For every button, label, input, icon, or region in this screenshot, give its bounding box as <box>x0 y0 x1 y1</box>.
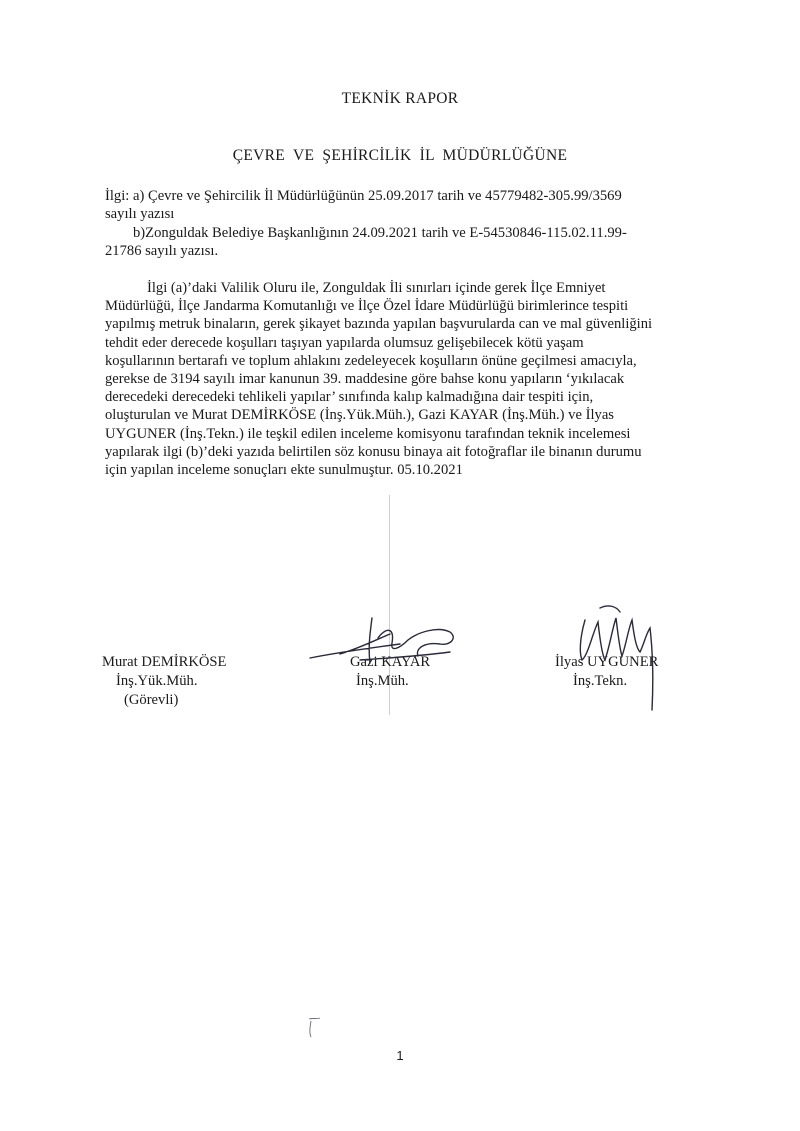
signatory-name: Gazi KAYAR <box>350 654 431 670</box>
ink-mark <box>305 1015 325 1040</box>
signatory-1 <box>102 653 226 710</box>
body-line: Müdürlüğü, İlçe Jandarma Komutanlığı ve İlçe Özel İdare Müdürlüğü birimlerince tespiti <box>105 298 629 315</box>
report-title: TEKNİK RAPOR <box>341 90 459 107</box>
reference-line-a: İlgi: a) Çevre ve Şehircilik İl Müdürlüğünün 25.09.2017 tarih ve 45779482-305.99/3569 <box>105 188 622 204</box>
body-line: oluşturulan ve Murat DEMİRKÖSE (İnş.Yük.Müh.), Gazi KAYAR (İnş.Müh.) ve İlyas <box>105 407 614 424</box>
reference-line-b-cont: 21786 sayılı yazısı. <box>105 243 219 259</box>
body-line: yapılmış metruk binaların, gerek şikayet bazında yapılan başvurularda can ve mal güvenliğini <box>105 316 653 333</box>
signatory-title: İnş.Yük.Müh. <box>116 673 198 689</box>
body-line: için yapılan inceleme sonuçları ekte sunulmuştur. 05.10.2021 <box>105 462 463 479</box>
signature-ilyas-uyguner <box>570 600 670 715</box>
body-line: yapılarak ilgi (b)’deki yazıda belirtilen söz konusu binaya ait fotoğraflar ile binanın durumu <box>105 443 642 460</box>
signature-gazi-kayar <box>300 608 480 678</box>
body-line: İlgi (a)’daki Valilik Oluru ile, Zonguldak İli sınırları içinde gerek İlçe Emniyet <box>147 280 606 296</box>
body-line: gerekse de 3194 sayılı imar kanunun 39. maddesine göre bahse konu yapıların ‘yıkılacak <box>105 371 625 388</box>
report-body-paragraph <box>105 279 705 479</box>
signatory-title: İnş.Tekn. <box>573 673 628 689</box>
body-line: tehdit eder derecede koşulları taşıyan yapılarda olumsuz gelişebilecek kötü yaşam <box>105 334 584 351</box>
page-number: 1 <box>396 1048 404 1063</box>
body-line: derecedeki derecedeki tehlikeli yapılar’ sınıfında kalıp kalmadığına dair tespiti için, <box>105 389 594 406</box>
body-line: koşullarının bertarafı ve toplum ahlakını zedeleyecek koşulların önüne geçilmesi amacıyla, <box>105 352 637 369</box>
signatory-note: (Görevli) <box>124 692 179 708</box>
signatory-title: İnş.Müh. <box>356 673 409 689</box>
body-line: UYGUNER (İnş.Tekn.) ile teşkil edilen inceleme komisyonu tarafından teknik incelemesi <box>105 425 631 442</box>
reference-line-a-cont: sayılı yazısı <box>105 206 175 222</box>
signatory-name: İlyas UYGUNER <box>555 654 659 670</box>
addressee-heading: ÇEVRE VE ŞEHİRCİLİK İL MÜDÜRLÜĞÜNE <box>232 147 568 164</box>
reference-line-b: b)Zonguldak Belediye Başkanlığının 24.09.2021 tarih ve E-54530846-115.02.11.99- <box>133 225 627 241</box>
signatory-name: Murat DEMİRKÖSE <box>102 654 227 670</box>
